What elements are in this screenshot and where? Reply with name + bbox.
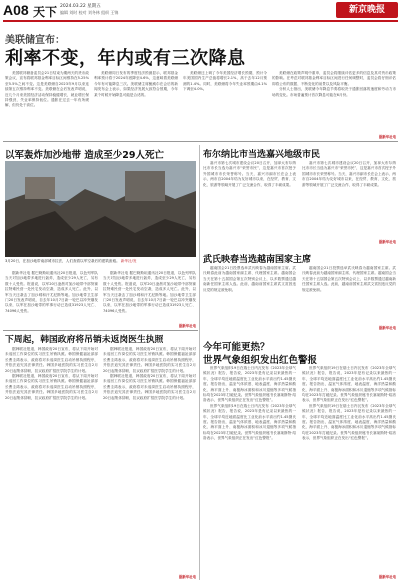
wmo-headline: 世界气象组织发出红色警报 [203, 355, 318, 366]
korea-body-2: 据韩联社报道，韩国政府20日宣布，将从下周开始对未返回工作岗位的实习医生吊销执照。韩国保健福祉部部长曹圭鸿表示，政府将对未返岗医生启动吊销执照程序，并依法追究其法律责任。韩国多地医院的实习医生自2月20日起集体辞职，抗议政府扩招医学院学生的计划。 [5, 374, 98, 400]
vietnam-credit: 据新华社电 [379, 326, 396, 330]
lead-paragraph-2: 美联储同日发布的季度经济预测显示，联邦基金利率预计将于2024年底降至4.6%，这意味着美联储今年有可能降息三次。美联储主席鲍威尔在会后的新闻发布会上表示，如果经济发展大致符合预期，今年某个时候开始降息可能是合适的。 [94, 71, 178, 97]
gaza-caption-credit: 新华社/发 [120, 259, 137, 263]
wmo-col-1 [203, 366, 296, 576]
section-divider [3, 141, 398, 142]
burnaby-col-2 [302, 161, 396, 239]
section-name: 天下 [33, 5, 58, 19]
lead-col-1 [5, 71, 89, 141]
wmo-body-2: 世界气象组织19日在瑞士日内瓦发布《2023年全球气候状况》报告，报告说，2023年是有记录以来最热的一年，全球平均近地面温度比工业化前水平高出约1.45摄氏度。报告指出，温室气体浓度、地表温度、海洋热量和酸化、海平面上升、南极海冰面积和冰川退缩等多项气候指标均在2023年打破纪录。世界气象组织秘书长塞莱斯特·绍洛表示，世界气象组织正在发出“红色警报”。 [203, 403, 296, 441]
issue-date: 2024.03.22 星期五 [60, 4, 101, 9]
gaza-col-1 [5, 271, 98, 323]
korea-col-2 [103, 347, 196, 569]
burnaby-col-1 [203, 161, 296, 239]
wmo-credit: 据新华社电 [379, 575, 396, 579]
page-number: A08 [3, 2, 29, 18]
gaza-col-2 [103, 271, 196, 323]
lead-credit: 据新华社电 [379, 135, 396, 139]
editors-line: 编辑 刘时 校对 刘冬林 组织 王锦 [60, 10, 119, 15]
burnaby-credit: 据新华社电 [379, 240, 396, 244]
korea-credit: 据新华社电 [179, 575, 196, 579]
wmo-col-2 [302, 366, 396, 566]
korea-rule [3, 330, 198, 331]
lead-col-4 [272, 71, 396, 133]
brand-logo [336, 2, 398, 18]
gaza-photo [5, 161, 196, 257]
vietnam-col-2 [302, 266, 396, 324]
burnaby-body-cont: 嘉兴市第七次城市建设会议20日召开，加拿大布尔纳比市市长当选为嘉兴市“荣誉市民”，这是嘉兴市首次授予外国城市市长荣誉称号。当天，嘉兴市副市长在会上表示，两市自2004年结为友好城市以来，在经贸、教育、文化、旅游等领域开展了广泛交流合作，取得了丰硕成果。 [302, 161, 396, 187]
gaza-caption [5, 259, 196, 264]
lead-col-3 [183, 71, 267, 141]
vietnam-body-cont: 越南国会21日投票选举武氏映春为越南国家主席。武氏映春此前为越南国家副主席、代理国家主席。越南国会当天在第十五届国会第五次特别会议上，以多数票通过越南新任国家主席人选。此前，越南前国家主席武文赏因违反党的规定被免职。 [302, 266, 396, 292]
masthead [0, 0, 401, 22]
lead-paragraph-1: 美国联邦储备委员会21日结束为期两天的货币政策会议，宣布将联邦基金利率目标区间维持在5.25%至5.5%之间不变。这是美联储自2023年9月以来连续第五次维持利率不变。美联储在会后发表声明说，近几个月来美国经济活动保持稳健增长，就业增长保持强劲，失业率保持低位。通胀在过去一年有所缓解，但仍处于高位。 [5, 71, 89, 108]
column-divider [199, 145, 200, 580]
burnaby-headline: 布尔纳比市当选嘉兴地级市民 [203, 150, 321, 160]
gaza-headline: 以军轰炸加沙地带 造成至少29人死亡 [5, 150, 165, 161]
gaza-body: 据新华社电 据巴勒斯坦通讯社20日报道，以色列军队当天对加沙地带多地进行轰炸，造成至少29人死亡，另有数十人受伤。报道说，以军20日凌晨对加沙地带中部努赛拉特难民营一处民宅发动空袭，造成多人死亡。此外，以军当天还袭击了加沙城和汗尤尼斯等地。加沙地带卫生部门20日发表声明说，自去年10月7日新一轮巴以冲突爆发以来，以军在加沙地带的军事行动已造成31923人死亡、74096人受伤。 [5, 271, 98, 313]
lead-kicker: 美联储宣布： [5, 35, 65, 46]
rubble-scene-image [5, 161, 196, 257]
lead-paragraph-3: 美联储还上调了今年美国经济增长预期，预计今年美国国内生产总值将增长2.1%，高于去年12月预测的1.4%。同时，美联储将今年失业率预期由4.1%下调至4.0%。 [183, 71, 267, 92]
korea-headline: 下周起，韩国政府将吊销未返岗医生执照 [5, 335, 164, 345]
wmo-body-cont: 世界气象组织19日在瑞士日内瓦发布《2023年全球气候状况》报告，报告说，2023年是有记录以来最热的一年，全球平均近地面温度比工业化前水平高出约1.45摄氏度。报告指出，温室气体浓度、地表温度、海洋热量和酸化、海平面上升、南极海冰面积和冰川退缩等多项气候指标均在2023年打破纪录。世界气象组织秘书长塞莱斯特·绍洛表示，世界气象组织正在发出“红色警报”。 [302, 366, 396, 403]
vietnam-col-1 [203, 266, 296, 328]
lead-paragraph-4: 美联储在政策声明中重申，委员会将继续评估更多的信息及其对货币政策的影响。在考虑对联邦基金利率目标区间进行任何调整时，委员会将仔细评估即将公布的数据、不断变化的前景以及风险平衡。 [272, 71, 396, 86]
header-rule [3, 20, 398, 22]
burnaby-body: 嘉兴市第七次城市建设会议20日召开，加拿大布尔纳比市市长当选为嘉兴市“荣誉市民”，这是嘉兴市首次授予外国城市市长荣誉称号。当天，嘉兴市副市长在会上表示，两市自2004年结为友好城市以来，在经贸、教育、文化、旅游等领域开展了广泛交流合作，取得了丰硕成果。 [203, 161, 296, 187]
vietnam-headline: 武氏映春当选越南国家主席 [203, 255, 312, 265]
wmo-subhead: 今年可能更热？ [203, 342, 270, 353]
lead-col-2 [94, 71, 178, 141]
wmo-body: 世界气象组织19日在瑞士日内瓦发布《2023年全球气候状况》报告，报告说，2023年是有记录以来最热的一年，全球平均近地面温度比工业化前水平高出约1.45摄氏度。报告指出，温室气体浓度、地表温度、海洋热量和酸化、海平面上升、南极海冰面积和冰川退缩等多项气候指标均在2023年打破纪录。世界气象组织秘书长塞莱斯特·绍洛表示，世界气象组织正在发出“红色警报”。 [203, 366, 296, 403]
korea-col-1 [5, 347, 98, 577]
korea-body: 据韩联社报道，韩国政府20日宣布，将从下周开始对未返回工作岗位的实习医生吊销执照。韩国保健福祉部部长曹圭鸿表示，政府将对未返岗医生启动吊销执照程序，并依法追究其法律责任。韩国多地医院的实习医生自2月20日起集体辞职，抗议政府扩招医学院学生的计划。 [5, 347, 98, 373]
wmo-body-cont-2: 世界气象组织19日在瑞士日内瓦发布《2023年全球气候状况》报告，报告说，2023年是有记录以来最热的一年，全球平均近地面温度比工业化前水平高出约1.45摄氏度。报告指出，温室气体浓度、地表温度、海洋热量和酸化、海平面上升、南极海冰面积和冰川退缩等多项气候指标均在2023年打破纪录。世界气象组织秘书长塞莱斯特·绍洛表示，世界气象组织正在发出“红色警报”。 [302, 403, 396, 441]
lead-headline: 利率不变，年内或有三次降息 [5, 48, 246, 69]
gaza-body-cont: 据新华社电 据巴勒斯坦通讯社20日报道，以色列军队当天对加沙地带多地进行轰炸，造成至少29人死亡，另有数十人受伤。报道说，以军20日凌晨对加沙地带中部努赛拉特难民营一处民宅发动空袭，造成多人死亡。此外，以军当天还袭击了加沙城和汗尤尼斯等地。加沙地带卫生部门20日发表声明说，自去年10月7日新一轮巴以冲突爆发以来，以军在加沙地带的军事行动已造成31923人死亡、74096人受伤。 [103, 271, 196, 313]
korea-body-cont: 据韩联社报道，韩国政府20日宣布，将从下周开始对未返回工作岗位的实习医生吊销执照。韩国保健福祉部部长曹圭鸿表示，政府将对未返岗医生启动吊销执照程序，并依法追究其法律责任。韩国多地医院的实习医生自2月20日起集体辞职，抗议政府扩招医学院学生的计划。 [103, 347, 196, 373]
gaza-caption-text: 3月20日，在加沙地带南部城市拉法，人们查看以军空袭后的建筑废墟。 [5, 259, 120, 263]
vietnam-body: 越南国会21日投票选举武氏映春为越南国家主席。武氏映春此前为越南国家副主席、代理国家主席。越南国会当天在第十五届国会第五次特别会议上，以多数票通过越南新任国家主席人选。此前，越南前国家主席武文赏因违反党的规定被免职。 [203, 266, 296, 292]
korea-body-cont-2: 据韩联社报道，韩国政府20日宣布，将从下周开始对未返回工作岗位的实习医生吊销执照。韩国保健福祉部部长曹圭鸿表示，政府将对未返岗医生启动吊销执照程序，并依法追究其法律责任。韩国多地医院的实习医生自2月20日起集体辞职，抗议政府扩招医学院学生的计划。 [103, 374, 196, 400]
lead-paragraph-5: 分析人士指出，美联储今年降息节奏将取决于通胀回落的速度和劳动力市场的变化。市场普遍预计首次降息可能在6月份。 [272, 87, 396, 97]
brand-name: 新京晚报 [348, 5, 385, 15]
gaza-credit: 据新华社电 [179, 324, 196, 328]
